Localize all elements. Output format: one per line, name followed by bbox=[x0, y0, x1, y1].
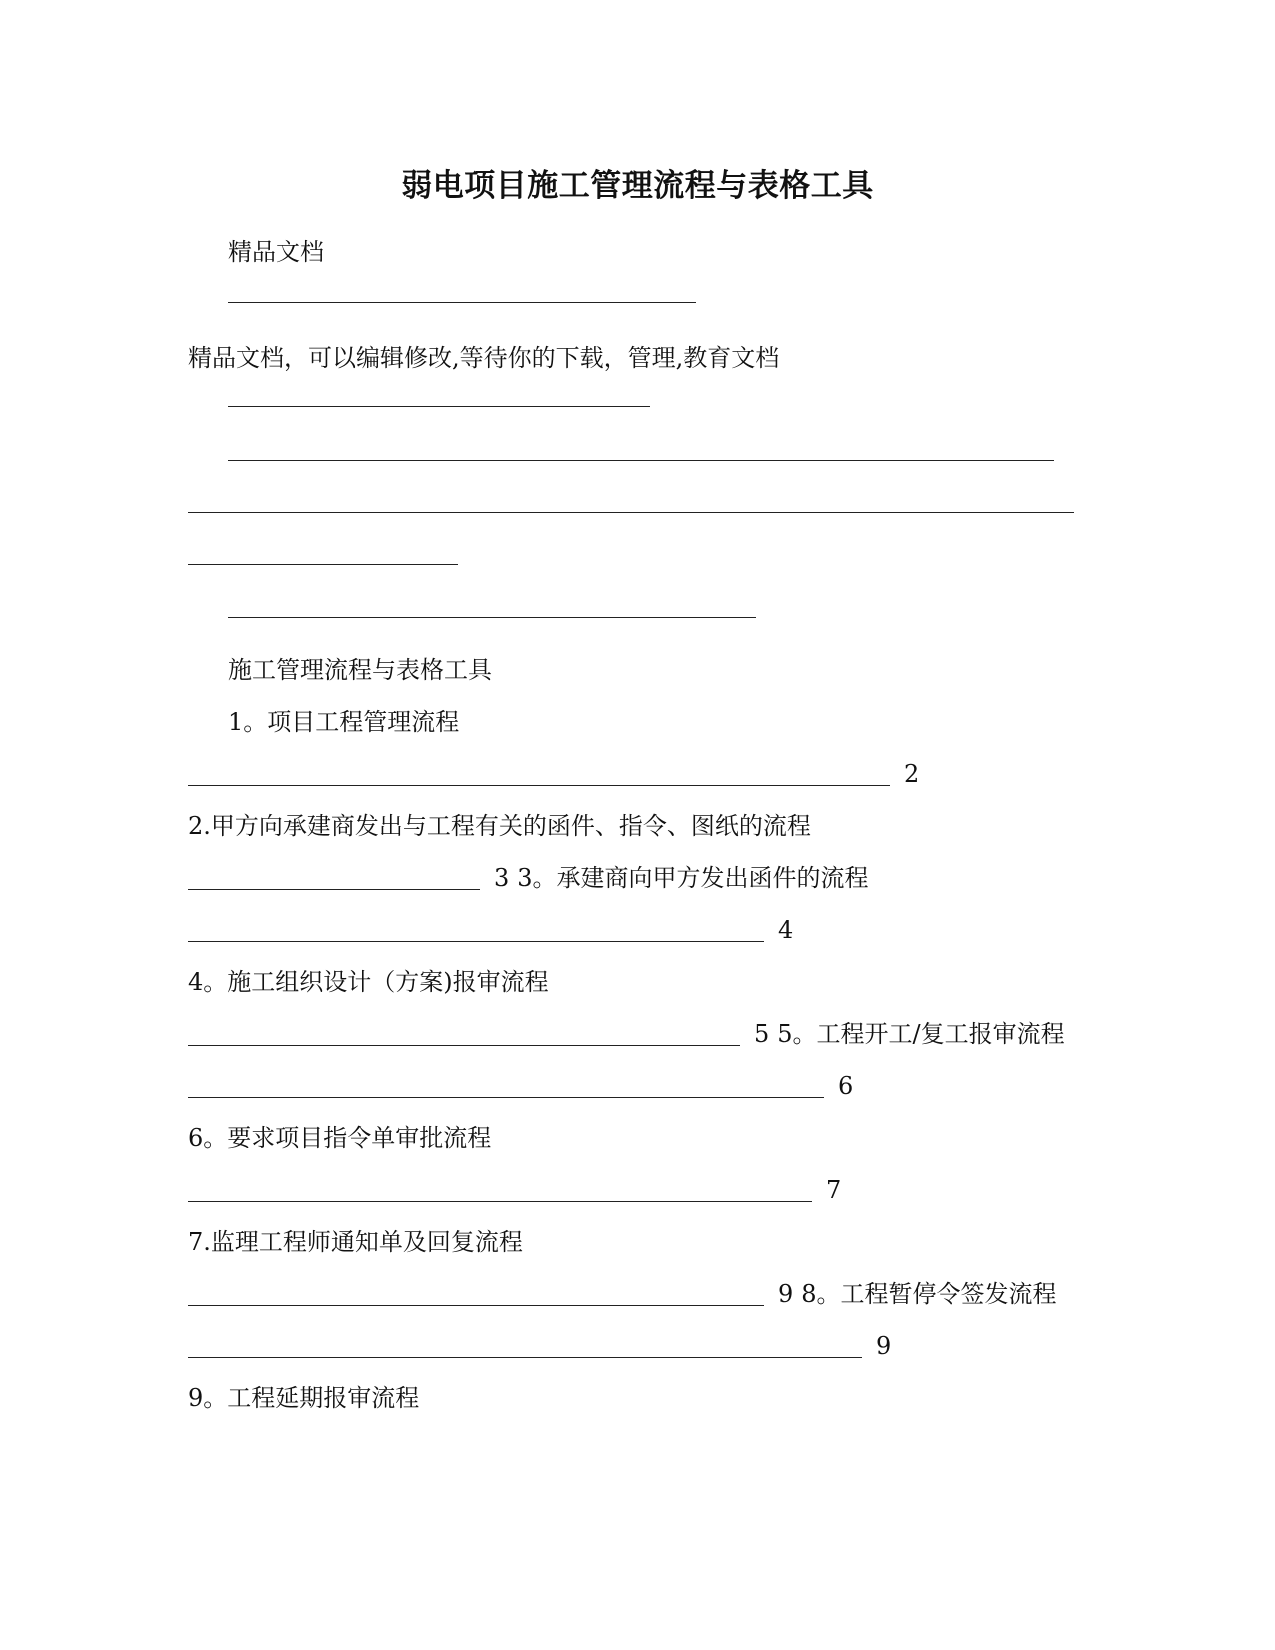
toc-page-number: 9 bbox=[876, 1332, 892, 1360]
toc-entry: 6。要求项目指令单审批流程 bbox=[188, 1124, 492, 1152]
toc-entry: 7.监理工程师通知单及回复流程 bbox=[188, 1228, 523, 1256]
toc-leader-row bbox=[188, 1174, 849, 1206]
toc-leader bbox=[188, 941, 764, 942]
toc-leader bbox=[188, 1305, 764, 1306]
toc-leader-row bbox=[188, 1070, 861, 1102]
toc-entry: 3。承建商向甲方发出函件的流程 bbox=[517, 864, 869, 892]
section-heading: 施工管理流程与表格工具 bbox=[228, 656, 492, 684]
toc-page-number: 5 bbox=[754, 1020, 770, 1048]
toc-leader-row bbox=[188, 1330, 899, 1362]
divider-line bbox=[228, 406, 650, 407]
toc-page-number: 2 bbox=[904, 760, 920, 788]
toc-entry: 5。工程开工/复工报审流程 bbox=[777, 1020, 1065, 1048]
toc-entry: 9。工程延期报审流程 bbox=[188, 1384, 420, 1412]
divider-line bbox=[188, 564, 458, 565]
toc-leader-row bbox=[188, 1278, 1057, 1310]
toc-leader bbox=[188, 1097, 824, 1098]
toc-entry: 4。施工组织设计（方案)报审流程 bbox=[188, 968, 549, 996]
document-title: 弱电项目施工管理流程与表格工具 bbox=[401, 168, 874, 204]
toc-leader bbox=[188, 889, 480, 890]
toc-page-number: 9 bbox=[778, 1280, 794, 1308]
toc-entry: 1。项目工程管理流程 bbox=[228, 708, 460, 736]
toc-page-number: 6 bbox=[838, 1072, 854, 1100]
toc-leader-row bbox=[188, 1018, 1065, 1050]
toc-leader bbox=[188, 785, 890, 786]
tagline: 精品文档，可以编辑修改,等待你的下载，管理,教育文档 bbox=[188, 344, 780, 372]
toc-leader bbox=[188, 1201, 812, 1202]
toc-page-number: 3 bbox=[494, 864, 510, 892]
toc-page-number: 7 bbox=[826, 1176, 842, 1204]
header-label: 精品文档 bbox=[228, 238, 324, 266]
toc-leader bbox=[188, 1357, 862, 1358]
toc-entry: 2.甲方向承建商发出与工程有关的函件、指令、图纸的流程 bbox=[188, 812, 811, 840]
divider-line bbox=[228, 617, 756, 618]
toc-page-number: 4 bbox=[778, 916, 794, 944]
divider-line bbox=[188, 512, 1074, 513]
divider-line bbox=[228, 302, 696, 303]
toc-leader-row bbox=[188, 914, 801, 946]
divider-line bbox=[228, 460, 1054, 461]
toc-leader-row bbox=[188, 862, 869, 894]
toc-leader bbox=[188, 1045, 740, 1046]
toc-leader-row bbox=[188, 758, 927, 790]
toc-entry: 8。工程暂停令签发流程 bbox=[801, 1280, 1057, 1308]
